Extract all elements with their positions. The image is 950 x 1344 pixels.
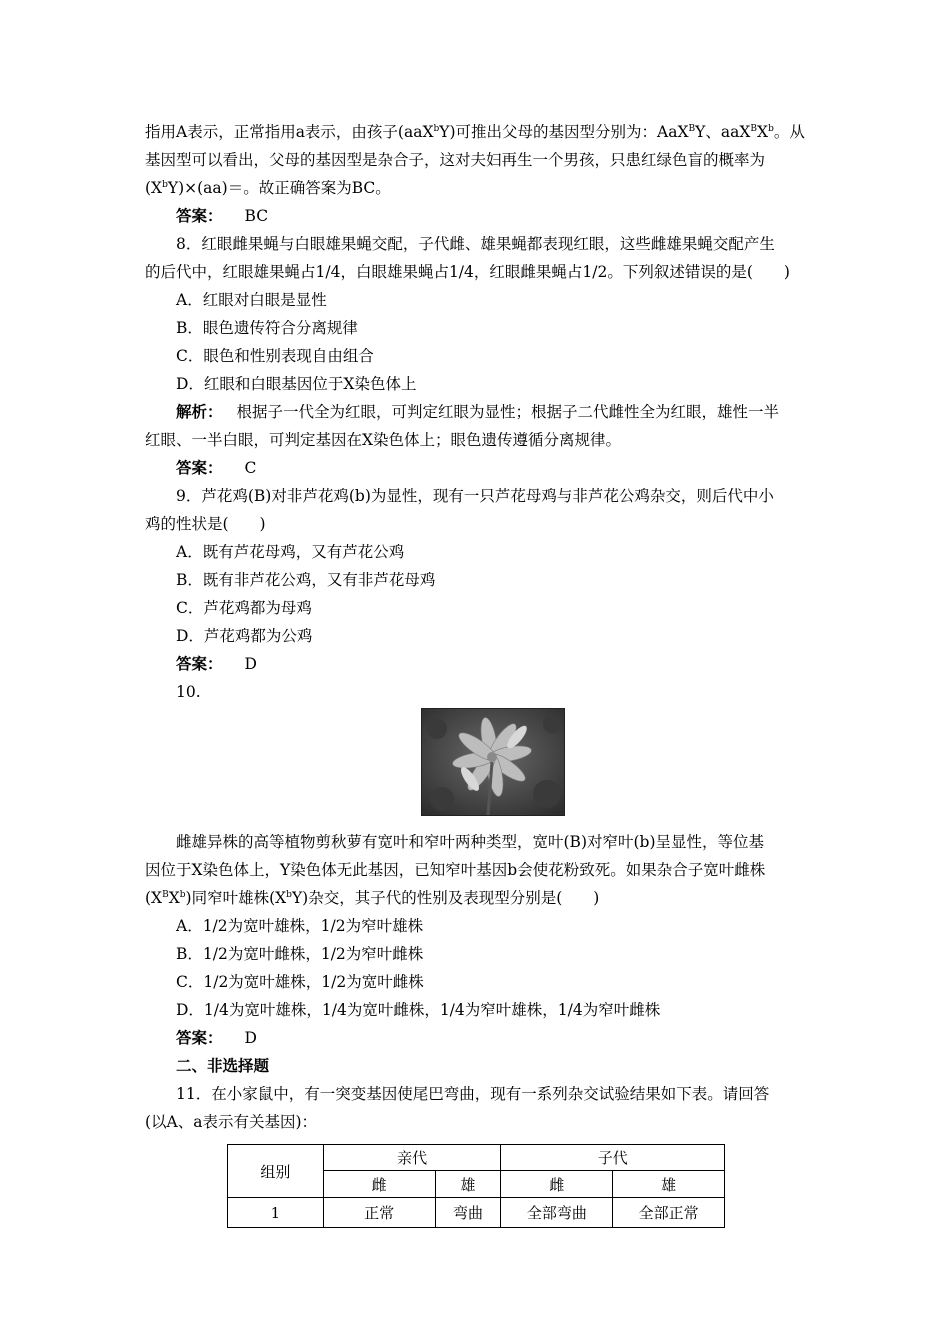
q8-stem-1: 8．红眼雌果蝇与白眼雄果蝇交配，子代雌、雄果蝇都表现红眼，这些雌雄果蝇交配产生 — [176, 235, 775, 253]
plant-photo-graphic — [422, 709, 564, 815]
q10-stem-1: 雌雄异株的高等植物剪秋萝有宽叶和窄叶两种类型，宽叶(B)对窄叶(b)呈显性，等位基 — [176, 833, 765, 851]
q8-option-b: B．眼色遗传符合分离规律 — [176, 319, 358, 337]
q8-answer: 答案： C — [176, 458, 257, 477]
q8-analysis-1: 解析： 根据子一代全为红眼，可判定红眼为显性；根据子二代雌性全为红眼，雄性一半 — [176, 402, 780, 421]
intro-answer: 答案： BC — [176, 206, 269, 225]
q10-answer: 答案： D — [176, 1028, 257, 1047]
table-cell: 1 — [228, 1198, 324, 1228]
q9-option-d: D．芦花鸡都为公鸡 — [176, 627, 313, 645]
subheader-offspring-female: 雌 — [501, 1171, 613, 1198]
q8-option-d: D．红眼和白眼基因位于X染色体上 — [176, 375, 417, 393]
q9-answer: 答案： D — [176, 654, 257, 673]
q10-number: 10. — [176, 683, 201, 701]
header-group: 组别 — [228, 1145, 324, 1198]
q10-option-c: C．1/2为宽叶雄株，1/2为宽叶雌株 — [176, 973, 424, 991]
q9-stem-1: 9．芦花鸡(B)对非芦花鸡(b)为显性，现有一只芦花母鸡与非芦花公鸡杂交，则后代中小 — [176, 487, 774, 505]
q11-stem-1: 11．在小家鼠中，有一突变基因使尾巴弯曲，现有一系列杂交试验结果如下表。请回答 — [176, 1085, 770, 1103]
subheader-parent-female: 雌 — [323, 1171, 435, 1198]
q8-option-c: C．眼色和性别表现自由组合 — [176, 347, 374, 365]
intro-line-2: 基因型可以看出，父母的基因型是杂合子，这对夫妇再生一个男孩，只患红绿色盲的概率为 — [145, 151, 766, 169]
table-cell: 正常 — [323, 1198, 435, 1228]
header-parent: 亲代 — [323, 1145, 501, 1171]
intro-line-3: $(X^bY)\times(aa)=$。故正确答案为BC。 — [145, 179, 391, 197]
section-heading: 二、非选择题 — [176, 1056, 270, 1075]
q11-stem-2: (以A、a表示有关基因)： — [145, 1113, 318, 1131]
table-cell: 全部弯曲 — [501, 1198, 613, 1228]
q9-option-a: A．既有芦花母鸡，又有芦花公鸡 — [176, 543, 405, 561]
plant-photo — [421, 708, 565, 816]
subheader-offspring-male: 雄 — [613, 1171, 725, 1198]
table-cell: 弯曲 — [435, 1198, 501, 1228]
subheader-parent-male: 雄 — [435, 1171, 501, 1198]
q11-table-area — [145, 1136, 810, 1226]
table-row — [228, 1198, 725, 1228]
q8-stem-2: 的后代中，红眼雄果蝇占1/4，白眼雄果蝇占1/4，红眼雌果蝇占1/2。下列叙述错误的是( ) — [145, 263, 790, 281]
cross-results-table — [227, 1144, 725, 1228]
q10-stem-3: $(X^BX^b)$同窄叶雄株$(X^bY)$杂交，其子代的性别及表现型分别是( ) — [145, 889, 600, 907]
intro-line-1: 指用A表示，正常指用a表示，由孩子(aaX$^b$Y)可推出父母的基因型分别为：AaX$^B$Y、$aaX^BX^b$。从 — [145, 123, 805, 141]
q9-option-c: C．芦花鸡都为母鸡 — [176, 599, 312, 617]
q10-option-b: B．1/2为宽叶雌株，1/2为窄叶雌株 — [176, 945, 424, 963]
document-page — [145, 118, 810, 1226]
q10-option-d: D．1/4为宽叶雄株，1/4为宽叶雌株，1/4为窄叶雄株，1/4为窄叶雌株 — [176, 1001, 661, 1019]
plant-photo-area — [145, 708, 810, 826]
q8-option-a: A．红眼对白眼是显性 — [176, 291, 327, 309]
q10-stem-2: 因位于X染色体上，Y染色体无此基因，已知窄叶基因b会使花粉致死。如果杂合子宽叶雌株 — [145, 861, 766, 879]
q10-option-a: A．1/2为宽叶雄株，1/2为窄叶雄株 — [176, 917, 424, 935]
q8-analysis-2: 红眼、一半白眼，可判定基因在X染色体上；眼色遗传遵循分离规律。 — [145, 431, 622, 449]
q9-option-b: B．既有非芦花公鸡，又有非芦花母鸡 — [176, 571, 436, 589]
header-offspring: 子代 — [501, 1145, 725, 1171]
table-cell: 全部正常 — [613, 1198, 725, 1228]
q9-stem-2: 鸡的性状是( ) — [145, 515, 266, 533]
